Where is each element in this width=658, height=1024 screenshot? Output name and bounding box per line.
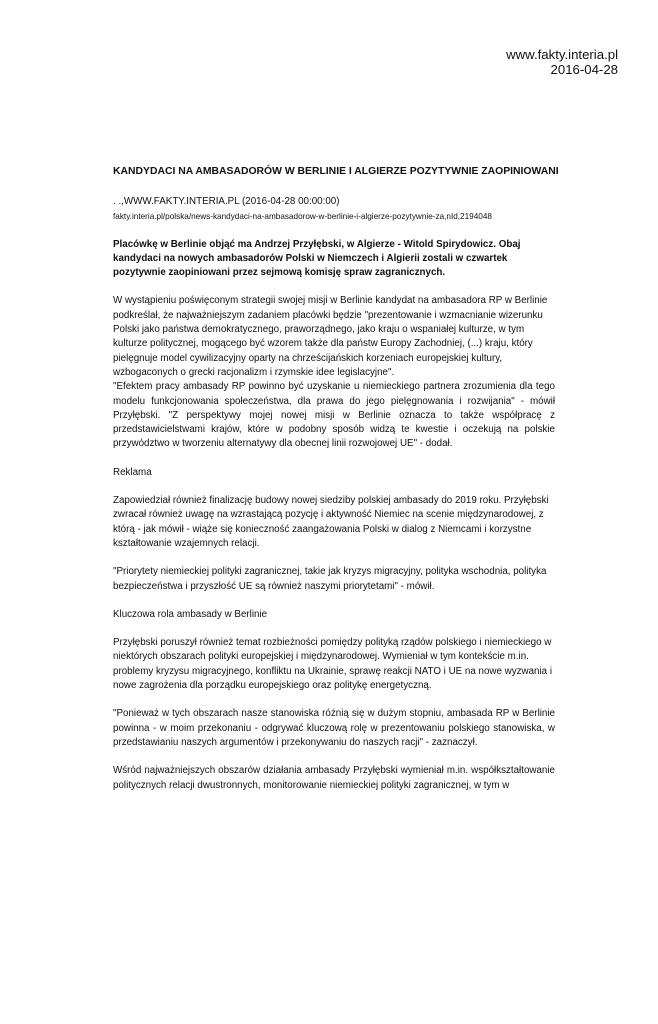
paragraph-6: "Ponieważ w tych obszarach nasze stanowiska różnią się w dużym stopniu, ambasada RP w Berlinie powinna - w moim przekonaniu - odgrywać kluczową rolę w prezentowaniu polskiego stanowiska, w przedstawianiu naszych argumentów i przekonywaniu do naszych racji" - zaznaczył. <box>113 708 555 748</box>
article-url: fakty.interia.pl/polska/news-kandydaci-na-ambasadorow-w-berlinie-i-algierze-pozytywnie-za,nId,2194048 <box>113 211 492 221</box>
paragraph-7: Wśród najważniejszych obszarów działania ambasady Przyłębski wymieniał m.in. współkształtowanie politycznych relacji dwustronnych, monitorowanie niemieckiej polityki zagranicznej, w tym w <box>113 765 555 791</box>
article-body <box>113 165 559 793</box>
article-source: . .,WWW.FAKTY.INTERIA.PL (2016-04-28 00:00:00) <box>113 196 340 208</box>
page-header <box>506 47 618 77</box>
subheading: Kluczowa rola ambasady w Berlinie <box>113 608 268 620</box>
paragraph-4: "Priorytety niemieckiej polityki zagranicznej, takie jak kryzys migracyjny, polityka wschodnia, polityka bezpieczeństwa i przyszłość UE są również naszymi priorytetami" - mówił. <box>113 566 547 592</box>
header-date: 2016-04-28 <box>550 62 618 77</box>
paragraph-2: "Efektem pracy ambasady RP powinno być uzyskanie u niemieckiego partnera zrozumienia dla tego modelu funkcjonowania społeczeństwa, dla prawa do jego pielęgnowania i rozwijania" - mówił Przyłębski. "Z perspektywy mojej nowej misji w Berlinie oznacza to także współpracę z przedstawicielstwami krajów, które w podobny sposób widzą te kwestie i oczekują na polskie przywództwo w tworzeniu alternatywy dla obecnej linii rozwojowej UE" - dodał. <box>113 381 555 450</box>
paragraph-5: Przyłębski poruszył również temat rozbieżności pomiędzy polityką rządów polskiego i niemieckiego w niektórych obszarach polityki europejskiej i międzynarodowej. Wymieniał w tym kontekście m.in. problemy kryzysu migracyjnego, konfliktu na Ukrainie, sprawę reakcji NATO i UE na nowe wyzwania i nowe zagrożenia dla porządku europejskiego oraz politykę energetyczną. <box>113 637 553 692</box>
paragraph-1: W wystąpieniu poświęconym strategii swojej misji w Berlinie kandydat na ambasadora RP w Berlinie podkreślał, że najważniejszym zadaniem placówki będzie "prezentowanie i wzmacnianie wizerunku Polski jako państwa demokratycznego, praworządnego, jako kraju o wspaniałej kulturze, w tym kulturze politycznej, mogącego być wzorem także dla państw Europy Zachodniej, (...) kraju, który pielęgnuje model cywilizacyjny oparty na chrześcijańskich korzeniach europejskiej kultury, wzbogaconych o grecki racjonalizm i rzymskie idee legislacyjne". <box>113 295 548 378</box>
article-title: KANDYDACI NA AMBASADORÓW W BERLINIE I ALGIERZE POZYTYWNIE ZAOPINIOWANI <box>113 166 559 177</box>
article-lead: Placówkę w Berlinie objąć ma Andrzej Przyłębski, w Algierze - Witold Spirydowicz. Obaj kandydaci na nowych ambasadorów Polski w Niemczech i Algierii zostali w czwartek pozytywnie zaopiniowani przez sejmową komisję spraw zagranicznych. <box>113 238 521 279</box>
ad-label: Reklama <box>113 466 152 478</box>
paragraph-3: Zapowiedział również finalizację budowy nowej siedziby polskiej ambasady do 2019 roku. Przyłębski zwracał również uwagę na wzrastającą pozycję i aktywność Niemiec na scenie międzynarodowej, z którą - jak mówił - wiąże się konieczność zaangażowania Polski w dialog z Niemcami i korzystne kształtowanie wzajemnych relacji. <box>113 495 549 549</box>
header-site: www.fakty.interia.pl <box>506 47 618 62</box>
